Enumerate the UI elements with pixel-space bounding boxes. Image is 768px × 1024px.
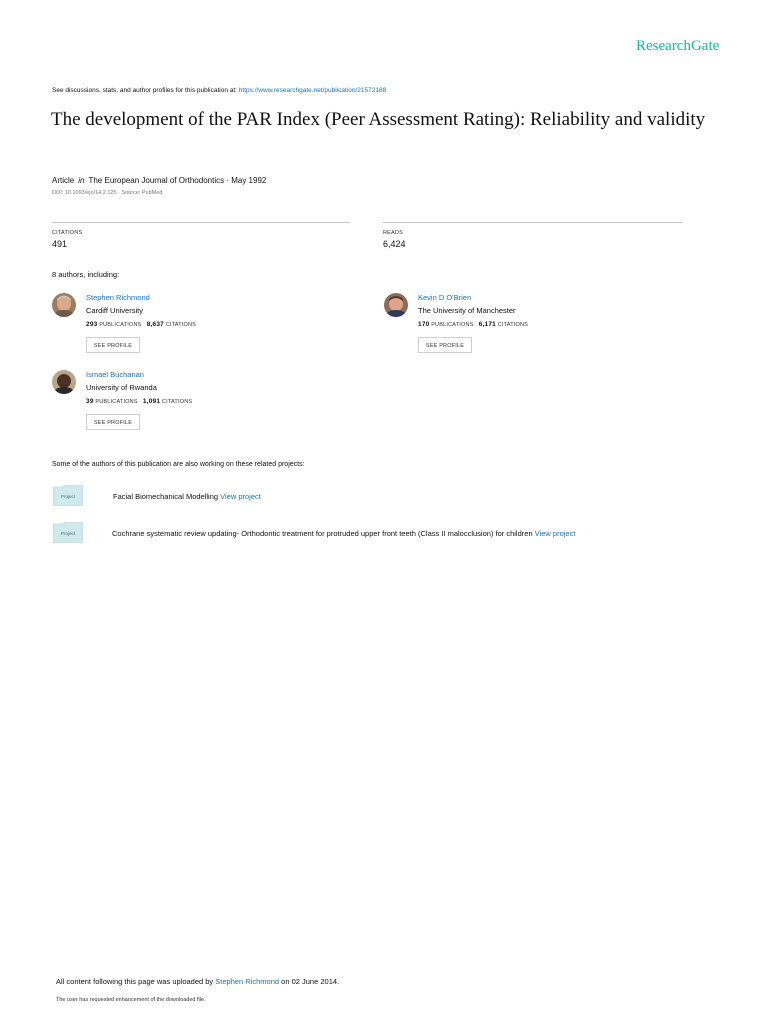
uploader-link[interactable]: Stephen Richmond [215,977,280,986]
doi-source: DOI: 10.1093/ejo/14.2.125 · Source: PubMed [52,190,163,196]
view-project-link[interactable]: View project [220,492,261,501]
publication-url-link[interactable]: https://www.researchgate.net/publication/21572188 [238,87,387,94]
see-profile-button[interactable]: SEE PROFILE [418,337,472,353]
author-avatar-ismael-buchanan[interactable] [52,370,76,394]
author-institution: The University of Manchester [418,306,516,315]
author-stats [86,321,196,328]
reads-label: READS [383,230,403,236]
author-publications-count: 39 [86,398,94,405]
author-stats [418,321,528,328]
discussion-prefix: See discussions, stats, and author profiles for this publication at: [52,87,239,94]
author-stats [86,398,192,405]
article-meta [52,176,266,185]
author-citations-count: 1,091 [142,398,161,405]
author-avatar-kevin-obrien[interactable] [384,293,408,317]
enhancement-note: The user has requested enhancement of the downloaded file. [56,997,206,1003]
project-folder-icon [53,522,83,540]
citations-divider [52,222,350,223]
see-profile-button[interactable]: SEE PROFILE [86,337,140,353]
reads-divider [383,222,683,223]
publications-label: PUBLICATIONS [431,322,474,328]
project-folder-label: Project [61,531,76,536]
project-folder-icon [53,485,83,503]
author-institution: Cardiff University [86,306,143,315]
publication-title: The development of the PAR Index (Peer Assessment Rating): Reliability and validity [51,109,706,130]
article-in: in [78,176,85,185]
discussion-line [52,87,386,94]
researchgate-logo[interactable]: ResearchGate [636,38,720,54]
project-folder-label: Project [61,494,76,499]
author-name-link[interactable]: Stephen Richmond [86,293,150,302]
author-publications-count: 293 [86,321,98,328]
article-type: Article [52,176,75,185]
upload-prefix: All content following this page was uploaded by [56,977,216,986]
citations-label: CITATIONS [165,322,197,328]
author-citations-count: 6,171 [478,321,496,328]
projects-heading: Some of the authors of this publication are also working on these related projects: [52,461,305,468]
author-institution: University of Rwanda [86,383,157,392]
author-publications-count: 170 [418,321,430,328]
upload-suffix: on 02 June 2014. [279,977,340,986]
authors-heading: 8 authors, including: [52,270,120,279]
project-item [112,529,575,538]
see-profile-button[interactable]: SEE PROFILE [86,414,140,430]
publications-label: PUBLICATIONS [99,322,142,328]
author-name-link[interactable]: Kevin D O'Brien [418,293,472,302]
upload-notice [56,977,339,986]
reads-value: 6,424 [383,239,406,249]
project-title: Cochrane systematic review updating- Orthodontic treatment for protruded upper front teeth (Class II malocclusion) for children [112,529,535,538]
project-title: Facial Biomechanical Modelling [113,492,221,501]
author-name-link[interactable]: Ismael Buchanan [86,370,144,379]
citations-label: CITATIONS [52,230,83,236]
citations-label: CITATIONS [497,322,529,328]
journal-name: The European Journal of Orthodontics · May 1992 [88,176,267,185]
view-project-link[interactable]: View project [534,529,576,538]
project-item [113,492,261,501]
author-avatar-stephen-richmond[interactable] [52,293,76,317]
citations-value: 491 [52,239,68,249]
citations-label: CITATIONS [161,399,193,405]
publications-label: PUBLICATIONS [95,399,138,405]
author-citations-count: 8,637 [146,321,164,328]
